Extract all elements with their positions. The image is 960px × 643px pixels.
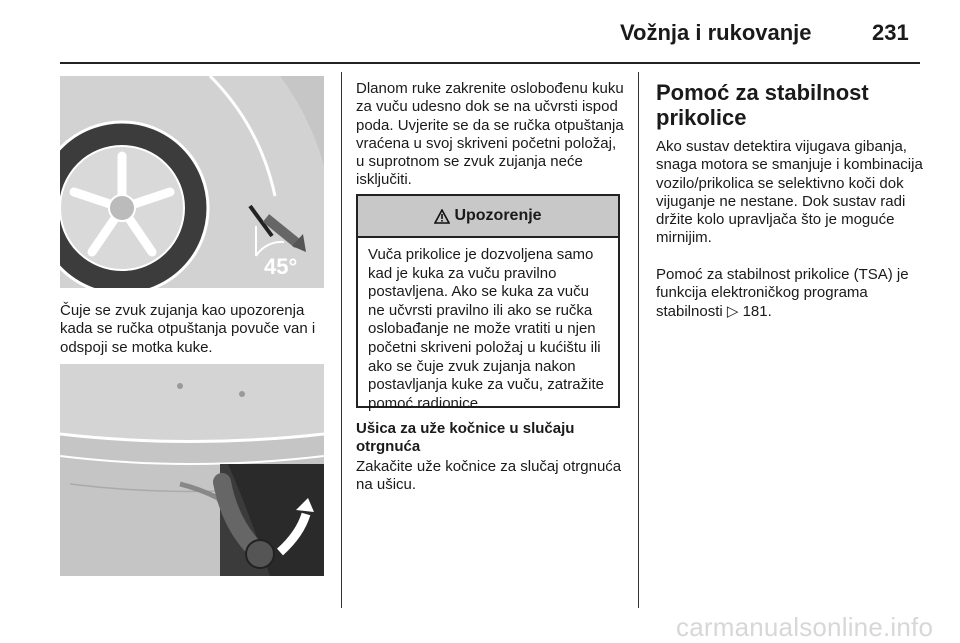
header-divider (60, 62, 920, 64)
angle-label: 45° (264, 254, 298, 279)
footer-watermark: carmanualsonline.info (676, 612, 934, 642)
subsection-text: Zakačite uže kočnice za slučaj otrgnuća na ušicu. (356, 458, 622, 494)
page-reference-link[interactable]: 181 (742, 302, 768, 320)
page-number: 231 (872, 20, 909, 45)
left-caption: Čuje se zvuk zujanja kao upozorenja kada se ručka otpuštanja povuče van i odspoji se motka kuke. (60, 302, 316, 356)
warning-box (356, 194, 620, 412)
mid-intro-paragraph: Dlanom ruke zakrenite oslobođenu kuku za vuču udesno dok se na učvrsti ispod poda. Uvjerite se da se ručka otpuštanja vraćena u svoj skriveni početni položaj, u suprotnom se zvuk zujanja neće isključiti. (356, 80, 624, 189)
section-title: Pomoć za stabilnost prikolice (656, 80, 869, 130)
towbar-illustration (60, 364, 324, 576)
arrow-reference-icon: ▷ (726, 302, 739, 320)
warning-title: Upozorenje (454, 207, 542, 224)
warning-triangle-icon (434, 209, 450, 224)
section-subheading: Ušica za uže kočnice u slučaju otrgnuća (356, 420, 575, 455)
paragraph-2-end: . (767, 302, 772, 320)
column-divider-right (638, 72, 639, 608)
warning-header (358, 196, 618, 238)
page-section-title: Vožnja i rukovanje (620, 20, 812, 45)
right-paragraph-1: Ako sustav detektira vijugava gibanja, snaga motora se smanjuje i kombinacija vozilo/prikolica se selektivno koči dok vijuganje ne nestane. Dok sustav radi držite kolo upravljača što je moguće mirnijim. (656, 138, 923, 247)
paragraph-2-text: Pomoć za stabilnost prikolice (TSA) je funkcija elektroničkog programa stabilnosti (656, 266, 909, 320)
wheel-release-illustration (60, 76, 324, 288)
column-divider-left (341, 72, 342, 608)
warning-text: Vuča prikolice je dozvoljena samo kad je kuka za vuču pravilno postavljena. Ako se kuka za vuču ne učvrsti pravilno ili ako se ručka oslobađanje ne može vratiti u njen početni skriveni položaj u kućištu ili ako se čuje zvuk zujanja nakon postavljanja kuke za vuču, zatražite pomoć radionice. (368, 246, 604, 412)
right-paragraph-2 (656, 266, 926, 321)
